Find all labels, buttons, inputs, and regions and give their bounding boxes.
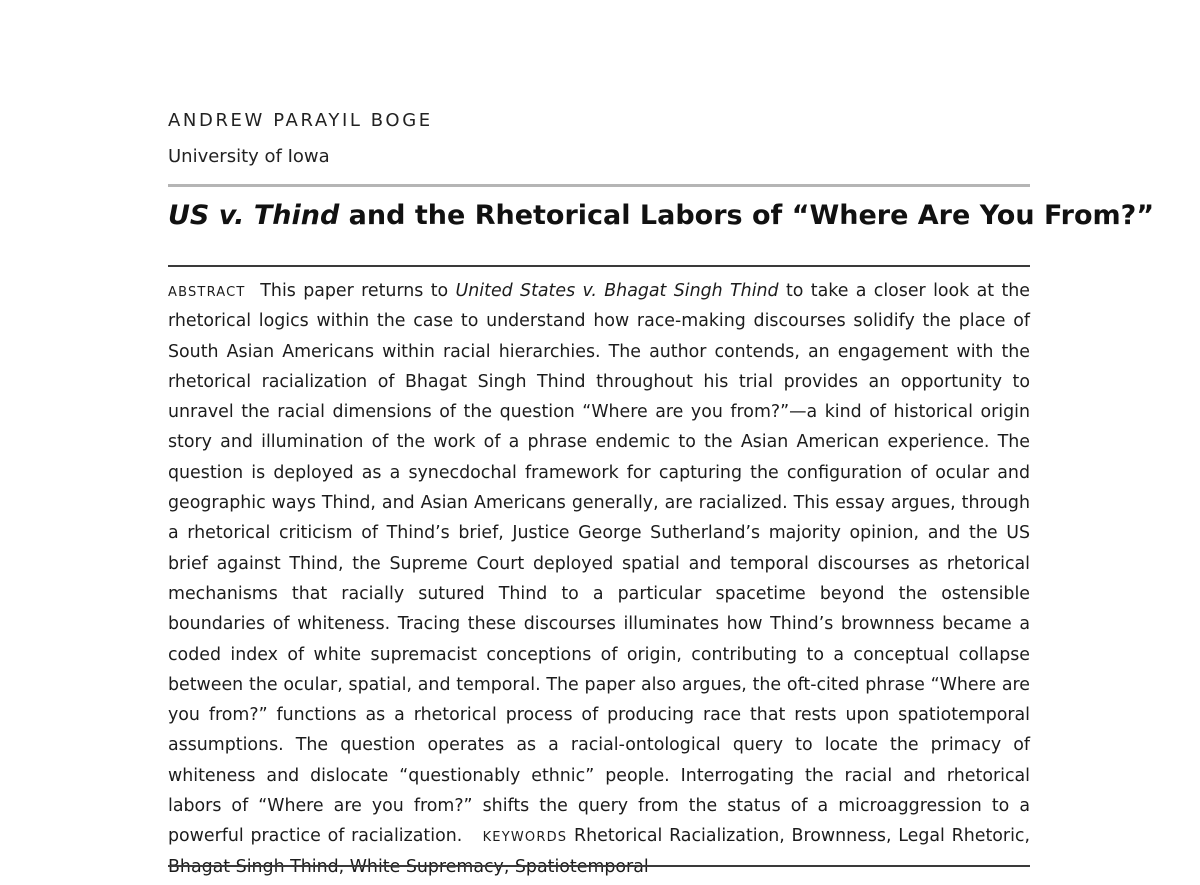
abstract-paragraph	[168, 276, 1030, 882]
abstract-body: to take a closer look at the rhetorical logics within the case to understand how race-making discourses solidify the place of South Asian Americans within racial hierarchies. The author contends, an engagement with the rhetorical racialization of Bhagat Singh Thind throughout his trial provides an opportunity to unravel the racial dimensions of the question “Where are you from?”—a kind of historical origin story and illumination of the work of a phrase endemic to the Asian American experience. The question is deployed as a synecdochal framework for capturing the configuration of ocular and geographic ways Thind, and Asian Americans generally, are racialized. This essay argues, through a rhetorical criticism of Thind’s brief, Justice George Sutherland’s majority opinion, and the US brief against Thind, the Supreme Court deployed spatial and temporal discourses as rhetorical mechanisms that racially sutured Thind to a particular spacetime beyond the ostensible boundaries of whiteness. Tracing these discourses illuminates how Thind’s brownness became a coded index of white supremacist conceptions of origin, contributing to a conceptual collapse between the ocular, spatial, and temporal. The paper also argues, the oft-cited phrase “Where are you from?” functions as a rhetorical process of producing race that rests upon spatiotemporal assumptions. The question operates as a racial-ontological query to locate the primacy of whiteness and dislocate “questionably ethnic” people. Interrogating the racial and rhetorical labors of “Where are you from?” shifts the query from the status of a microaggression to a powerful practice of racialization.	[168, 281, 1030, 847]
article-title	[168, 200, 1155, 231]
keywords-label: keywords	[482, 825, 568, 847]
article-first-page	[168, 0, 1155, 885]
author-affiliation: University of Iowa	[168, 146, 330, 167]
abstract-bottom-divider	[168, 865, 1030, 867]
abstract-intro: This paper returns to	[260, 281, 456, 301]
abstract-label: abstract	[168, 280, 246, 301]
title-case-name: US v. Thind	[168, 200, 340, 231]
author-name: ANDREW PARAYIL BOGE	[168, 110, 433, 131]
title-remainder: and the Rhetorical Labors of “Where Are You From?”	[339, 200, 1155, 231]
header-divider	[168, 184, 1030, 187]
title-divider	[168, 265, 1030, 267]
abstract-case-name: United States v. Bhagat Singh Thind	[455, 281, 779, 301]
keywords-list: Rhetorical Racialization, Brownness, Legal Rhetoric,	[574, 826, 1030, 847]
